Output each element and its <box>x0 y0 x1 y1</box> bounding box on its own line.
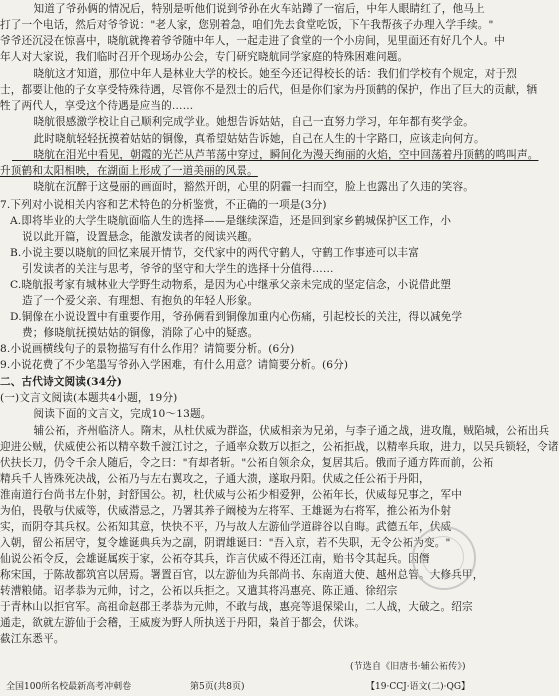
question-9: 9.小说花费了不少笔墨写爷孙入学困难，有什么用意？请简要分析。(6分) <box>0 359 349 371</box>
classical-line-4: 精兵千人皆殊死决战，公祏乃与左右翼攻之，子通大溃，遂取丹阳。伏威之任公祏于丹阳， <box>0 473 430 485</box>
classical-line-3: 伏扶长刀，仍令千余人随后，令之曰："有却者斩。"公祏自领余众，复居其后。俄而子通方阵而前，公祏 <box>0 457 494 469</box>
option-c-line-1: C.晓航报考家有城林业大学野生动物系，是因为心中继承父亲未完成的坚定信念，小说借此塑 <box>10 279 452 291</box>
classical-line-10: 称宋国，于陈故都筑宫以居焉。署置百官，以左游仙为兵部尚书、东南道大使、越州总管。大修兵甲， <box>0 569 484 581</box>
classical-line-5: 淮南道行台尚书左仆射，封舒国公。初，杜伏威与公祏少相爱狎，公祏年长，伏威每兄事之，军中 <box>0 489 462 501</box>
option-a-line-2: 说以此开篇，设置悬念，能激发读者的阅读兴趣。 <box>22 231 259 243</box>
text-line-12: 晓航在沉醉于这曼丽的画面时，豁然开朗，心里的阴霾一扫而空，脸上也露出了久违的笑容。 <box>12 181 474 193</box>
option-c-line-2: 造了一个爱父亲、有理想、有抱负的年轻人形象。 <box>22 295 259 307</box>
underlined-line-2: 升顶鹤和太阳相映，在湖面上形成了一道美丽的风景。 <box>0 165 258 177</box>
option-d-line-2: 费；修晓航抚摸姑姑的铜像，消除了心中的疑惑。 <box>22 327 259 339</box>
text-line-9: 此时晓航轻轻抚摸着姑姑的铜像，真希望姑姑告诉她，自己在人生的十字路口，应该走向何方。 <box>12 133 485 145</box>
classical-line-9: 仙说公祏令反，会雄诞属疾于家，公祏夺其兵，诈言伏威不得还江南，贻书令其起兵。因僭 <box>0 553 430 565</box>
section-heading: 二、古代诗文阅读(34分) <box>0 376 123 388</box>
option-b-line-2: 引发读者的关注与思考，爷爷的坚守和大学生的选择十分值得…… <box>22 263 334 275</box>
option-d-line-1: D.铜像在小说设置中有重要作用，爷孙俩看到铜像加重内心伤痛，引起校长的关注，得以减免学 <box>10 311 463 323</box>
footer-right-text: 【19·CCJ·语文(二)·QG】 <box>366 682 471 692</box>
classical-line-12: 于青林山以拒官军。高祖命赵郡王孝恭为元帅，不敢与战，惠亮等退保梁山，二人战，大破之。绍宗 <box>0 601 473 613</box>
classical-line-11: 转漕粮储。诏孝恭为元帅，讨之，公祏以兵拒之。又遣其将冯惠亮、陈正通、徐绍宗 <box>0 585 398 597</box>
text-line-1: 知道了爷孙俩的情况后，特别是听他们说到爷孙在火车站蹲了一宿后，中年人眼睛红了，他马上 <box>12 3 485 15</box>
classical-line-13: 通走，欲就左游仙于会稽，王威废为野人所执送于丹阳，枭首于都会，伏诛。 <box>0 617 366 629</box>
text-line-8: 晓航很感激学校让自己顺利完成学业。她想告诉姑姑，自己一直努力学习，年年都有奖学金。 <box>12 116 474 128</box>
classical-line-2: 迎进公贼，伏威使公祏以精卒数千渡江讨之，子通率众数万以拒之，公祏拒战，以精率兵取，进力，以吴兵锁轻，令诸 <box>0 441 559 453</box>
watermark-seal <box>412 526 476 590</box>
underlined-line-1: 晓航在泪光中看见，朝霞的光芒从芦苇荡中穿过，瞬间化为漫天绚丽的火焰，空中回荡着丹顶鹤的鸣叫声。 <box>12 149 539 161</box>
classical-line-14: 截江东悉平。 <box>0 633 65 645</box>
source-note: (节选自《旧唐书·辅公祏传》) <box>350 662 466 672</box>
option-b-line-1: B.小说主要以晓航的回忆来展开情节，交代家中的两代守鹤人，守鹤工作事迹可以丰富 <box>10 247 419 259</box>
subsection-heading: (一)文言文阅读(本题共4小题，19分) <box>0 392 178 404</box>
question-8: 8.小说画横线句子的景物描写有什么作用？请简要分析。(6分) <box>0 343 295 355</box>
classical-line-7: 实，而阴夺其兵权。公祏知其意，快快不平，乃与故人左游仙学道辟谷以自晦。武德五年，伏威 <box>0 521 452 533</box>
text-line-6: 士，都要让他的子女享受特殊待遇，尽管你不是烈士的后代，但是你们家为丹顶鹤的保护，作出了巨大的贡献，牺 <box>0 84 538 96</box>
text-line-5: 晓航这才知道，那位中年人是林业大学的校长。她至今还记得校长的话：我们们学校有个规定，对于烈 <box>12 68 517 80</box>
option-a-line-1: A.即将毕业的大学生晓航面临人生的选择——是继续深造，还是回到家乡鹤城保护区工作，小 <box>10 215 452 227</box>
classical-line-8: 入朝，留公祏居守，复令雄诞典兵为之副，阴谓雄诞曰："吾入京，若不失职，无令公祏为变。" <box>0 537 451 549</box>
page-number: 第5页(共8页) <box>190 682 245 692</box>
instruction-line: 阅读下面的文言文，完成10～13题。 <box>12 408 212 420</box>
classical-line-6: 为伯，畏敬与伏威等，伏威潜忌之，乃署其养子阚棱为左将军、王雄诞为右将军，推公祏为仆射 <box>0 505 452 517</box>
question-7: 7.下列对小说相关内容和艺术特色的分析鉴赏，不正确的一项是(3分) <box>0 199 327 211</box>
text-line-4: 年人对大家说，我们临时召开个现场办公会，专门研究晓航同学家庭的特殊困难问题。 <box>0 51 409 63</box>
footer-left-text: 全国100所名校最新高考冲刺卷 <box>6 682 132 692</box>
text-line-7: 牲了两代人，享受这个待遇是应当的…… <box>0 100 194 112</box>
text-line-3: 爷爷还沉浸在惊喜中，晓航就搀着爷爷随中年人，一起走进了食堂的一个小房间，见里面还有好几个人。中 <box>0 35 505 47</box>
text-line-2: 打了一个电话，然后对爷爷说："老人家，您别着急，咱们先去食堂吃饭，下午我帮孩子办理入学手续。" <box>0 19 494 31</box>
classical-line-1: 辅公祏，齐州临济人。隋末，从杜伏威为群盗，伏威相亲为兄弟，与李子通之战，进攻胤，贼陷城，公祏出兵 <box>12 425 550 437</box>
